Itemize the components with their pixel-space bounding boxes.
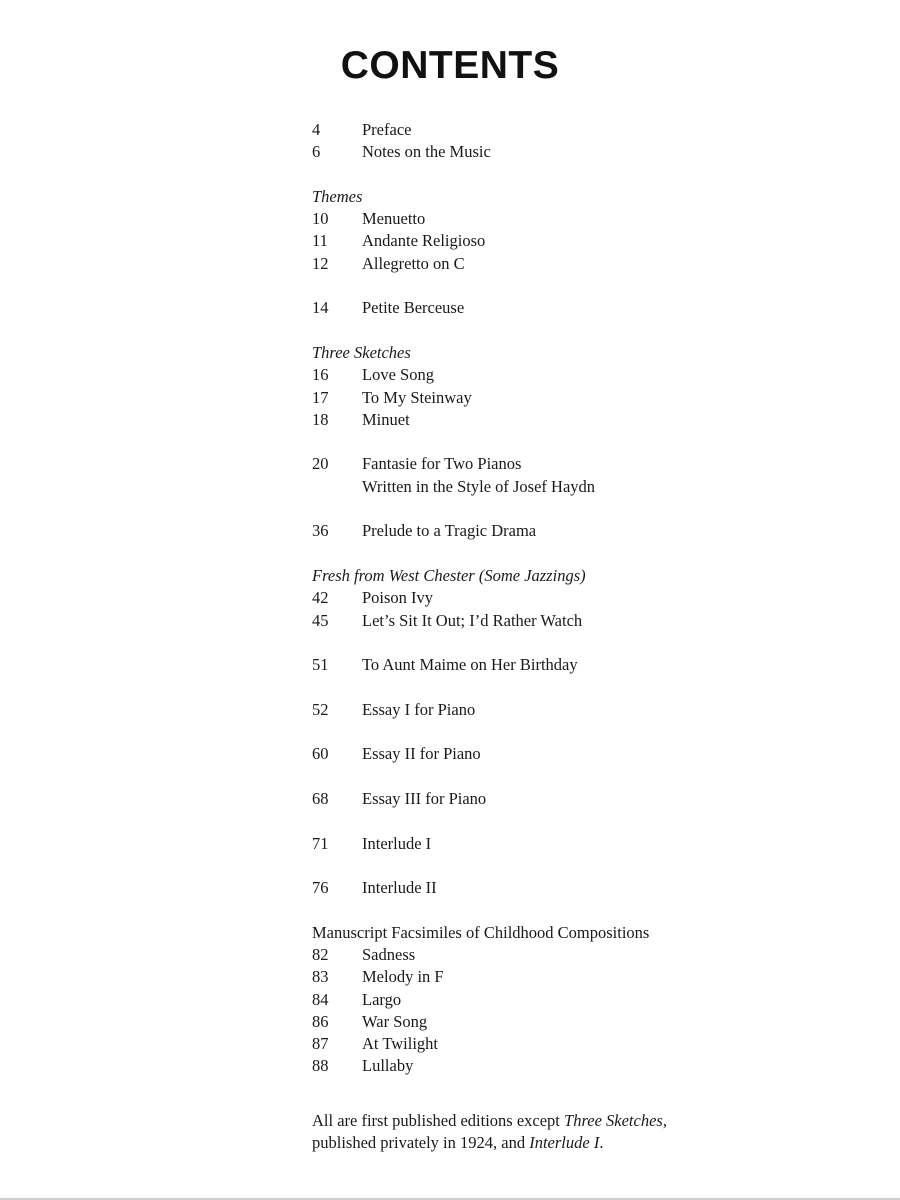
page-number: 87 (312, 1034, 329, 1054)
footnote-italic-2: Interlude I (529, 1132, 600, 1152)
page-number: 12 (312, 253, 329, 273)
entry-title: Love Song (362, 365, 434, 385)
page-number: 68 (312, 788, 329, 808)
entry-title: Melody in F (362, 967, 444, 987)
entry-title: Poison Ivy (362, 588, 434, 608)
page-number: 6 (312, 142, 321, 162)
entry-title: Notes on the Music (362, 142, 491, 162)
toc-entry (312, 989, 832, 1011)
entry-title: Essay I for Piano (362, 699, 476, 719)
page-number: 20 (312, 454, 329, 474)
toc-entry (312, 788, 832, 810)
section-header: Manuscript Facsimiles of Childhood Compositions (312, 922, 650, 942)
entry-title: Essay II for Piano (362, 744, 481, 764)
group-spacer (312, 431, 832, 453)
toc-entry (312, 409, 832, 431)
page-number: 42 (312, 588, 329, 608)
group-spacer (312, 320, 832, 342)
entry-title: Minuet (362, 409, 410, 429)
group-spacer (312, 164, 832, 186)
page-number: 14 (312, 298, 329, 318)
group-spacer (312, 632, 832, 654)
entry-title: Andante Religioso (362, 231, 486, 251)
page-number: 83 (312, 967, 329, 987)
toc-entry (312, 587, 832, 609)
page-number: 11 (312, 231, 328, 251)
group-spacer (312, 498, 832, 520)
toc-entry (312, 253, 832, 275)
footnote-text-1: All are first published editions except (312, 1111, 565, 1130)
page-number: 76 (312, 878, 329, 898)
entry-title: Allegretto on C (362, 253, 465, 273)
group-spacer (312, 676, 832, 698)
entry-title: Prelude to a Tragic Drama (362, 521, 537, 541)
page-number: 17 (312, 387, 329, 407)
entry-title: Fantasie for Two Pianos (362, 454, 522, 474)
section-header: Themes (312, 186, 363, 206)
entry-title: Interlude II (362, 878, 437, 898)
toc-entry (312, 387, 832, 409)
entry-title: Let’s Sit It Out; I’d Rather Watch (362, 610, 583, 630)
page-number: 60 (312, 744, 329, 764)
toc-entry (312, 520, 832, 542)
entry-title: Lullaby (362, 1056, 414, 1076)
page-number: 51 (312, 655, 329, 675)
page-number: 10 (312, 209, 329, 229)
page-number: 71 (312, 833, 329, 853)
group-spacer (312, 275, 832, 297)
table-of-contents (312, 119, 832, 1078)
footnote-italic-1: Three Sketches (564, 1111, 663, 1130)
toc-entry (312, 364, 832, 386)
group-spacer (312, 810, 832, 832)
page-number (312, 476, 362, 498)
page-number: 88 (312, 1056, 329, 1076)
footnote (312, 1110, 732, 1153)
toc-entry (312, 119, 832, 141)
toc-entry (312, 699, 832, 721)
toc-entry (312, 297, 832, 319)
toc-entry (312, 208, 832, 230)
page-number: 18 (312, 409, 329, 429)
group-spacer (312, 766, 832, 788)
entry-title: Sadness (362, 944, 416, 964)
toc-entry (312, 1033, 832, 1055)
footnote-text-2: , published privately in 1924, and (312, 1111, 667, 1152)
entry-title: To My Steinway (362, 387, 472, 407)
toc-entry (312, 141, 832, 163)
toc-entry (312, 743, 832, 765)
page-number: 36 (312, 521, 329, 541)
group-spacer (312, 543, 832, 565)
toc-entry (312, 833, 832, 855)
page-number: 45 (312, 610, 329, 630)
page-title: CONTENTS (340, 44, 560, 87)
entry-title: To Aunt Maime on Her Birthday (362, 655, 578, 675)
entry-title: Written in the Style of Josef Haydn (362, 476, 596, 496)
toc-entry (312, 654, 832, 676)
section-header: Three Sketches (312, 342, 411, 362)
toc-entry (312, 1011, 832, 1033)
page-number: 16 (312, 365, 329, 385)
group-spacer (312, 721, 832, 743)
page-number: 4 (312, 120, 321, 139)
page-number: 52 (312, 699, 329, 719)
group-spacer (312, 855, 832, 877)
entry-title: Preface (362, 120, 412, 139)
entry-title: War Song (362, 1011, 428, 1031)
toc-entry (312, 1055, 832, 1077)
toc-entry (312, 944, 832, 966)
toc-entry (312, 966, 832, 988)
page-number: 82 (312, 944, 329, 964)
entry-title: Interlude I (362, 833, 432, 853)
entry-title: Essay III for Piano (362, 788, 487, 808)
page-number: 84 (312, 989, 329, 1009)
group-spacer (312, 899, 832, 921)
entry-title: At Twilight (362, 1034, 439, 1054)
entry-title: Largo (362, 989, 402, 1009)
toc-entry (312, 230, 832, 252)
toc-entry (312, 877, 832, 899)
entry-title: Menuetto (362, 209, 426, 229)
toc-entry (312, 610, 832, 632)
toc-entry (312, 453, 832, 475)
footnote-text-3: . (599, 1132, 604, 1152)
toc-entry (312, 476, 832, 498)
entry-title: Petite Berceuse (362, 298, 465, 318)
page-number: 86 (312, 1011, 329, 1031)
section-header: Fresh from West Chester (Some Jazzings) (312, 565, 586, 585)
